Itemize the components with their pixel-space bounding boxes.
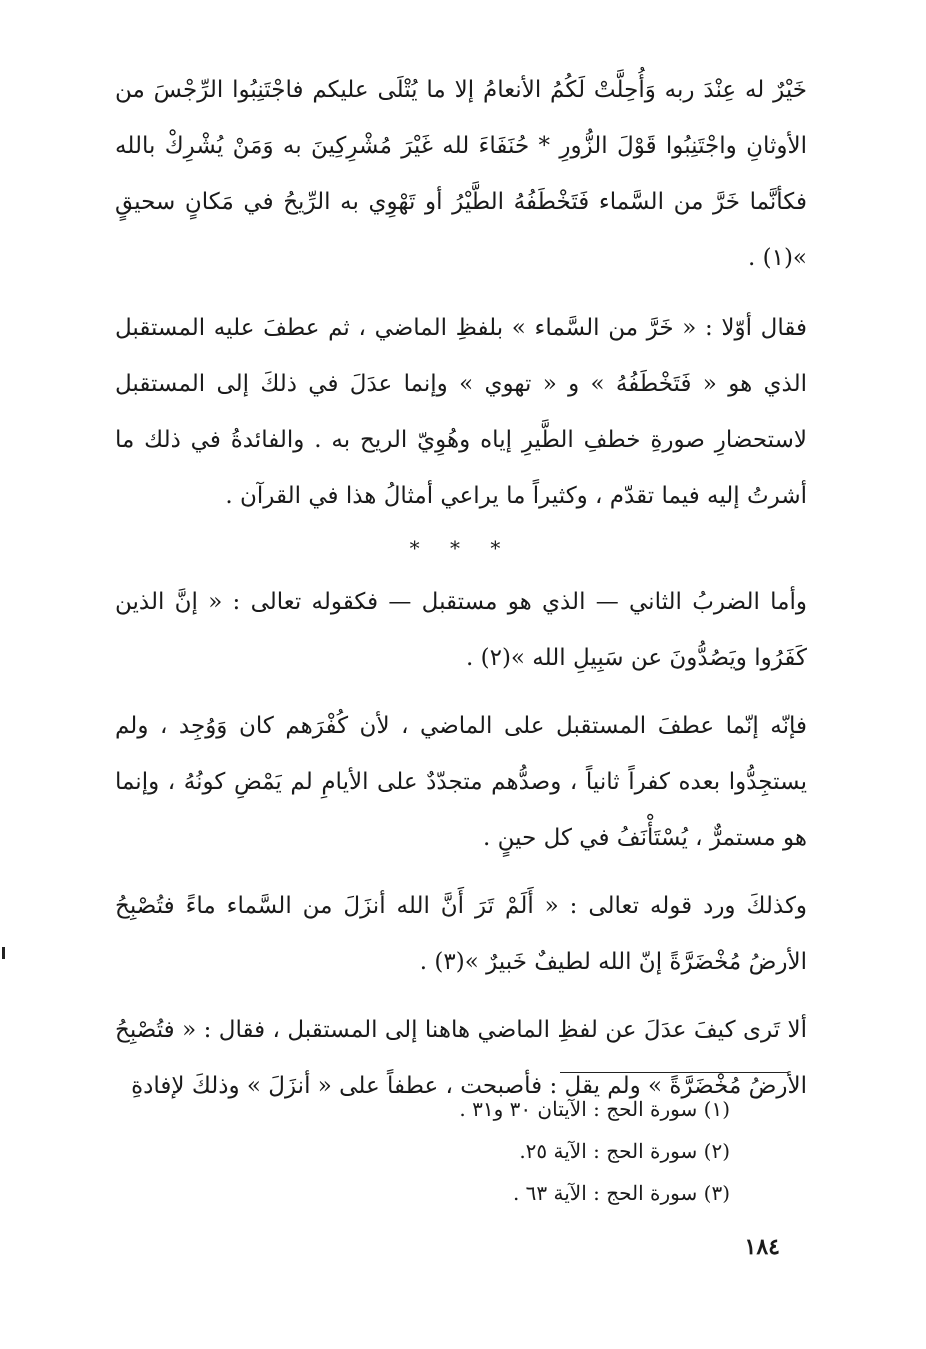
paragraph-quran-verse: خَيْرٌ له عِنْدَ ربه وَأُحِلَّتْ لَكُمُ الأنعامُ إلا ما يُتْلَى عليكم فاجْتَنِبُوا الرِّجْسَ من الأوثانِ واجْتَنِبُوا قَوْلَ الزُّورِ * حُنَفَاءَ لله غَيْرَ مُشْرِكِينَ به وَمَنْ يُشْرِكْ بالله فكأنَّما خَرَّ من السَّماء فَتَخْطَفُهُ الطَّيْرُ أو تَهْوِي به الرِّيحُ في مَكانٍ سحيقٍ »(١) . [115, 77, 807, 271]
footnote-2: (٢) سورة الحج : الآية ٢٥. [519, 1139, 730, 1163]
page-number: ١٨٤ [744, 1234, 780, 1260]
paragraph-second-type: وأما الضربُ الثاني — الذي هو مستقبل — فكقوله تعالى : « إنَّ الذين كَفَرُوا ويَصُدُّونَ عن سَبِيلِ الله »(٢) . [115, 589, 807, 671]
footnote-rule [560, 1072, 788, 1073]
paragraph-explanation: فإنّه إنّما عطفَ المستقبل على الماضي ، لأن كُفْرَهم كان وَوُجِد ، ولم يستجِدُّوا بعده كفراً ثانياً ، وصدُّهم متجدّدٌ على الأيامِ لم يَمْضِ كونُهُ ، وإنما هو مستمرٌّ ، يُسْتَأْنَفُ في كل حينٍ . [115, 713, 807, 851]
paragraph-commentary: فقال أوّلا : « خَرَّ من السَّماء » بلفظِ الماضي ، ثم عطفَ عليه المستقبل الذي هو « فَتَخْطَفُهُ » و « تهوي » وإنما عدَلَ في ذلكَ إلى المستقبل لاستحضارِ صورةِ خطفِ الطَّيرِ إياه وهُوِيّ الريح به . والفائدةُ في ذلك ما أشرتُ إليه فيما تقدّم ، وكثيراً ما يراعي أمثالُ هذا في القرآن . [115, 315, 807, 509]
margin-mark [2, 947, 5, 959]
paragraph-continuation: ألا تَرى كيفَ عدَلَ عن لفظِ الماضي هاهنا إلى المستقبل ، فقال : « فتُصْبِحُ الأرضُ مُخْضَرَّةً » ولم يقل : فأصبحت ، عطفاً على « أنزَلَ » وذلكَ لإفادةِ [115, 1017, 807, 1099]
footnote-3: (٣) سورة الحج : الآية ٦٣ . [512, 1181, 730, 1205]
page-body [115, 62, 807, 1126]
paragraph-example: وكذلكَ ورد قوله تعالى : « أَلَمْ تَرَ أَنَّ الله أنزَلَ من السَّماء ماءً فتُصْبِحُ الأرضُ مُخْضَرَّةً إنّ الله لطيفٌ خَبيرٌ »(٣) . [115, 893, 807, 975]
footnotes [380, 1088, 730, 1214]
footnote-1: (١) سورة الحج : الآيتان ٣٠ و٣١ . [459, 1097, 730, 1121]
section-separator: * * * [409, 536, 513, 560]
